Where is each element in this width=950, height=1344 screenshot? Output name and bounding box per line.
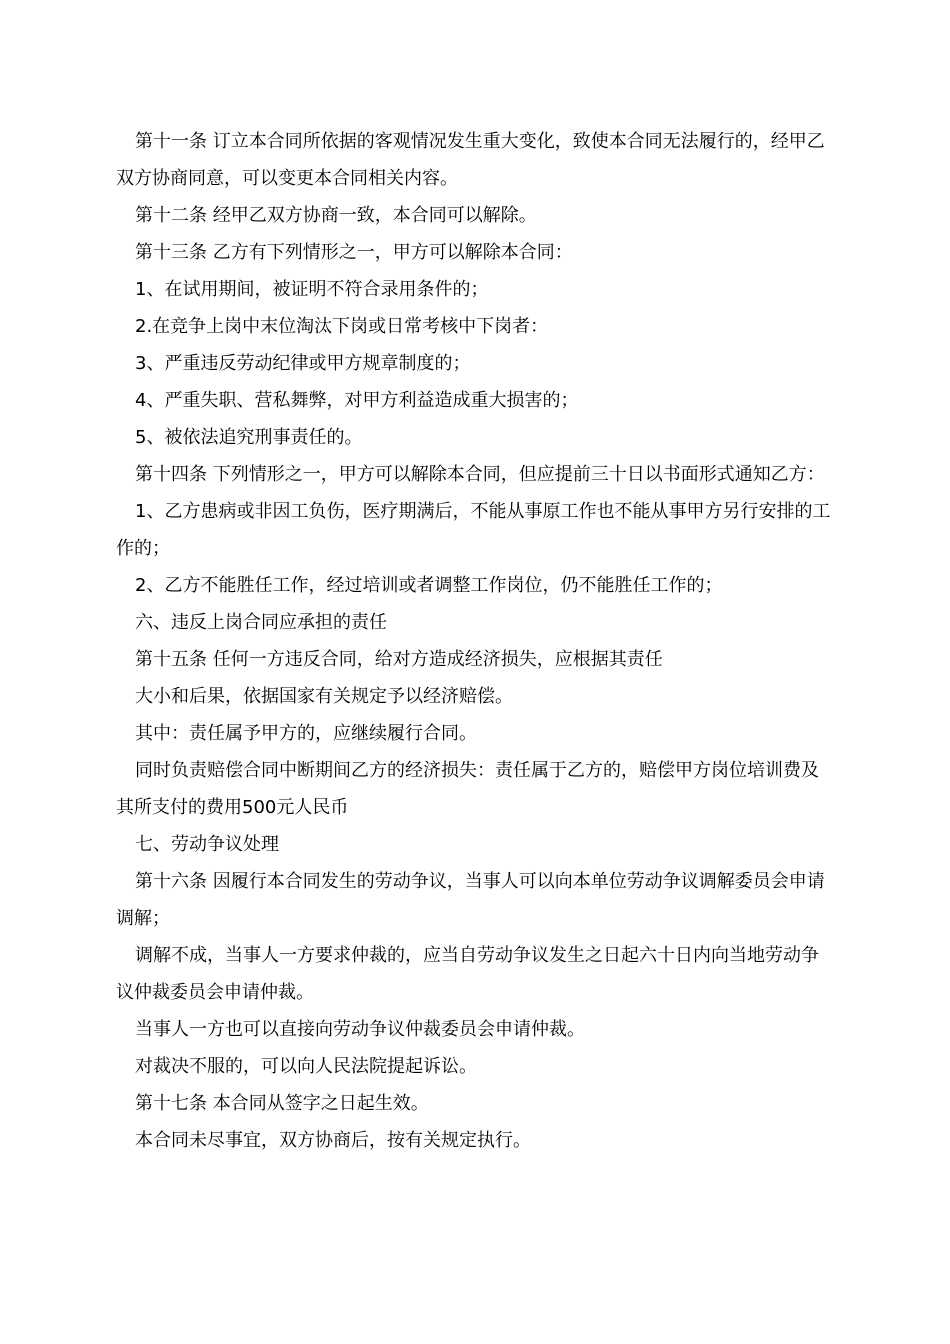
document-body: [116, 123, 836, 1159]
article-15-clause-b: 同时负责赔偿合同中断期间乙方的经济损失：责任属于乙方的，赔偿甲方岗位培训费及其所支付的费用500元人民币: [116, 760, 819, 818]
article-15-continued: 大小和后果，依据国家有关规定予以经济赔偿。: [135, 686, 513, 707]
article-14: 第十四条 下列情形之一，甲方可以解除本合同，但应提前三十日以书面形式通知乙方：: [135, 464, 825, 485]
article-14-item-1: 1、乙方患病或非因工负伤，医疗期满后，不能从事原工作也不能从事甲方另行安排的工作的；: [116, 501, 831, 559]
article-13-item-2: 2.在竞争上岗中末位淘汰下岗或日常考核中下岗者：: [135, 316, 549, 337]
article-11: 第十一条 订立本合同所依据的客观情况发生重大变化，致使本合同无法履行的，经甲乙双方协商同意，可以变更本合同相关内容。: [116, 131, 825, 189]
section-heading-7: 七、劳动争议处理: [135, 834, 279, 855]
article-13-item-3: 3、严重违反劳动纪律或甲方规章制度的；: [135, 353, 471, 374]
article-17-clause-a: 本合同未尽事宜，双方协商后，按有关规定执行。: [135, 1130, 531, 1151]
article-13: 第十三条 乙方有下列情形之一，甲方可以解除本合同：: [135, 242, 573, 263]
article-13-item-1: 1、在试用期间，被证明不符合录用条件的；: [135, 279, 489, 300]
article-12: 第十二条 经甲乙双方协商一致，本合同可以解除。: [135, 205, 537, 226]
article-15: 第十五条 任何一方违反合同，给对方造成经济损失，应根据其责任: [135, 649, 663, 670]
article-16: 第十六条 因履行本合同发生的劳动争议，当事人可以向本单位劳动争议调解委员会申请调解；: [116, 871, 825, 929]
article-16-clause-b: 当事人一方也可以直接向劳动争议仲裁委员会申请仲裁。: [135, 1019, 585, 1040]
article-17: 第十七条 本合同从签字之日起生效。: [135, 1093, 429, 1114]
article-16-clause-a: 调解不成，当事人一方要求仲裁的，应当自劳动争议发生之日起六十日内向当地劳动争议仲裁委员会申请仲裁。: [116, 945, 819, 1003]
article-16-clause-c: 对裁决不服的，可以向人民法院提起诉讼。: [135, 1056, 477, 1077]
article-15-clause-a: 其中：责任属予甲方的，应继续履行合同。: [135, 723, 477, 744]
article-14-item-2: 2、乙方不能胜任工作，经过培训或者调整工作岗位，仍不能胜任工作的；: [135, 575, 723, 596]
section-heading-6: 六、违反上岗合同应承担的责任: [135, 612, 387, 633]
article-13-item-4: 4、严重失职、营私舞弊，对甲方利益造成重大损害的；: [135, 390, 579, 411]
article-13-item-5: 5、被依法追究刑事责任的。: [135, 427, 363, 448]
